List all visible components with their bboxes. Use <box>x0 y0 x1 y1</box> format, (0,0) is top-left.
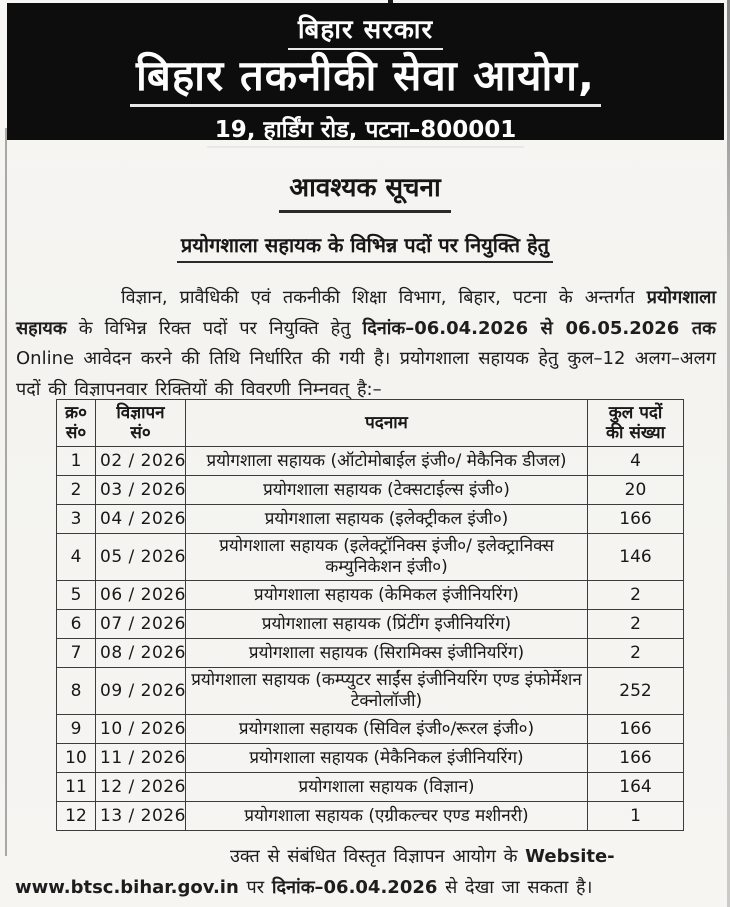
cell-total-posts: 4 <box>588 447 684 476</box>
cell-total-posts: 166 <box>588 715 684 744</box>
cell-post-name: प्रयोगशाला सहायक (मेकैनिकल इंजीनियरिंग) <box>186 744 588 773</box>
header-total-line1: कुल पदों <box>608 403 663 423</box>
cell-post-name: प्रयोगशाला सहायक (विज्ञान) <box>186 773 588 802</box>
cell-total-posts: 20 <box>588 476 684 505</box>
cell-advt-number: 13 / 2026 <box>96 802 186 831</box>
cell-serial: 8 <box>57 668 96 715</box>
header-post-name: पदनाम <box>186 400 588 447</box>
cell-post-name: प्रयोगशाला सहायक (इलेक्ट्रॉनिक्स इंजी०/ इलेक्ट्रानिक्स कम्युनिकेशन इंजी०) <box>186 534 588 581</box>
header-serial-number <box>57 400 96 447</box>
table-row <box>57 639 684 668</box>
body-text-3: Online आवेदन करने की तिथि निर्धारित की गयी है। प्रयोगशाला सहायक हेतु कुल–12 अलग–अलग पदों की विज्ञापनवार रिक्तियों की विवरणी निम्नवत् है:– <box>16 348 716 400</box>
cell-advt-number: 02 / 2026 <box>96 447 186 476</box>
notice-body-paragraph <box>16 283 716 405</box>
table-row <box>57 534 684 581</box>
cell-total-posts: 164 <box>588 773 684 802</box>
cell-serial: 5 <box>57 581 96 610</box>
cell-total-posts: 2 <box>588 610 684 639</box>
body-bold-date-range: दिनांक–06.04.2026 से 06.05.2026 तक <box>362 317 716 339</box>
cell-total-posts: 166 <box>588 744 684 773</box>
footer-paragraph <box>15 841 718 903</box>
table-row <box>57 668 684 715</box>
notice-subtitle: प्रयोगशाला सहायक के विभिन्न पदों पर नियुक्ति हेतु <box>177 231 553 263</box>
table-header-row <box>57 400 684 447</box>
cell-serial: 10 <box>57 744 96 773</box>
header-advertisement-number <box>96 400 186 447</box>
table-row <box>57 744 684 773</box>
cell-serial: 9 <box>57 715 96 744</box>
header-advt-line1: विज्ञापन <box>116 403 165 423</box>
footer-bold-date: दिनांक–06.04.2026 <box>271 877 438 898</box>
notice-subtitle-row <box>0 231 730 263</box>
footer-text-1: उक्त से संबंधित विस्तृत विज्ञापन आयोग के <box>230 846 526 867</box>
header-advt-line2: सं० <box>130 423 151 443</box>
cell-serial: 6 <box>57 610 96 639</box>
cell-post-name: प्रयोगशाला सहायक (इलेक्ट्रीकल इंजी०) <box>186 505 588 534</box>
header-total-line2: की संख्या <box>605 423 666 443</box>
cell-advt-number: 06 / 2026 <box>96 581 186 610</box>
cell-total-posts: 2 <box>588 581 684 610</box>
government-name: बिहार सरकार <box>288 10 443 50</box>
vacancy-table <box>56 399 684 831</box>
footer-text-3: से देखा जा सकता है। <box>437 877 593 898</box>
table-row <box>57 505 684 534</box>
cell-post-name: प्रयोगशाला सहायक (टेक्सटाईल्स इंजी०) <box>186 476 588 505</box>
table-row <box>57 476 684 505</box>
header-serial-line2: सं० <box>65 423 87 443</box>
footer-website-url: Website- www.btsc.bihar.gov.in <box>15 846 615 898</box>
cell-serial: 7 <box>57 639 96 668</box>
cell-advt-number: 08 / 2026 <box>96 639 186 668</box>
cell-post-name: प्रयोगशाला सहायक (केमिकल इंजीनियरिंग) <box>186 581 588 610</box>
cell-advt-number: 03 / 2026 <box>96 476 186 505</box>
cell-post-name: प्रयोगशाला सहायक (प्रिंटींग इजीनियरिंग) <box>186 610 588 639</box>
cell-advt-number: 12 / 2026 <box>96 773 186 802</box>
table-row <box>57 581 684 610</box>
cell-post-name: प्रयोगशाला सहायक (कम्प्युटर साईंस इंजीनियरिंग एण्ड इंफोर्मेशन टेक्नोलॉजी) <box>186 668 588 715</box>
cell-advt-number: 05 / 2026 <box>96 534 186 581</box>
cell-serial: 3 <box>57 505 96 534</box>
cell-post-name: प्रयोगशाला सहायक (सिरामिक्स इंजीनियरिंग) <box>186 639 588 668</box>
table-row <box>57 715 684 744</box>
cell-total-posts: 252 <box>588 668 684 715</box>
cell-serial: 2 <box>57 476 96 505</box>
organization-address: 19, हार्डिंग रोड, पटना–800001 <box>207 112 524 148</box>
cell-total-posts: 166 <box>588 505 684 534</box>
cell-advt-number: 11 / 2026 <box>96 744 186 773</box>
notice-title: आवश्यक सूचना <box>279 168 450 213</box>
table-row <box>57 773 684 802</box>
body-bold-post-name: प्रयोगशाला सहायक <box>16 287 716 339</box>
cell-serial: 12 <box>57 802 96 831</box>
table-row <box>57 447 684 476</box>
notice-title-row <box>0 168 730 213</box>
cell-serial: 1 <box>57 447 96 476</box>
cell-post-name: प्रयोगशाला सहायक (सिविल इंजी०/रूरल इंजी०) <box>186 715 588 744</box>
cell-total-posts: 1 <box>588 802 684 831</box>
cell-advt-number: 09 / 2026 <box>96 668 186 715</box>
cell-advt-number: 07 / 2026 <box>96 610 186 639</box>
header-total-posts <box>588 400 684 447</box>
cell-total-posts: 146 <box>588 534 684 581</box>
cell-serial: 4 <box>57 534 96 581</box>
body-text-1: विज्ञान, प्रावैधिकी एवं तकनीकी शिक्षा विभाग, बिहार, पटना के अन्तर्गत <box>121 287 647 308</box>
footer-text-2: पर <box>238 877 272 898</box>
header-serial-line1: क्र० <box>65 403 87 423</box>
cell-post-name: प्रयोगशाला सहायक (एग्रीकल्चर एण्ड मशीनरी) <box>186 802 588 831</box>
cell-advt-number: 04 / 2026 <box>96 505 186 534</box>
table-row <box>57 610 684 639</box>
cell-total-posts: 2 <box>588 639 684 668</box>
cell-post-name: प्रयोगशाला सहायक (ऑटोमोबाईल इंजी०/ मेकैनिक डीजल) <box>186 447 588 476</box>
cell-serial: 11 <box>57 773 96 802</box>
table-row <box>57 802 684 831</box>
body-text-2: के विभिन्न रिक्त पदों पर नियुक्ति हेतु <box>66 317 363 339</box>
letterhead-banner <box>7 3 724 144</box>
cell-advt-number: 10 / 2026 <box>96 715 186 744</box>
organization-name: बिहार तकनीकी सेवा आयोग, <box>130 52 601 107</box>
